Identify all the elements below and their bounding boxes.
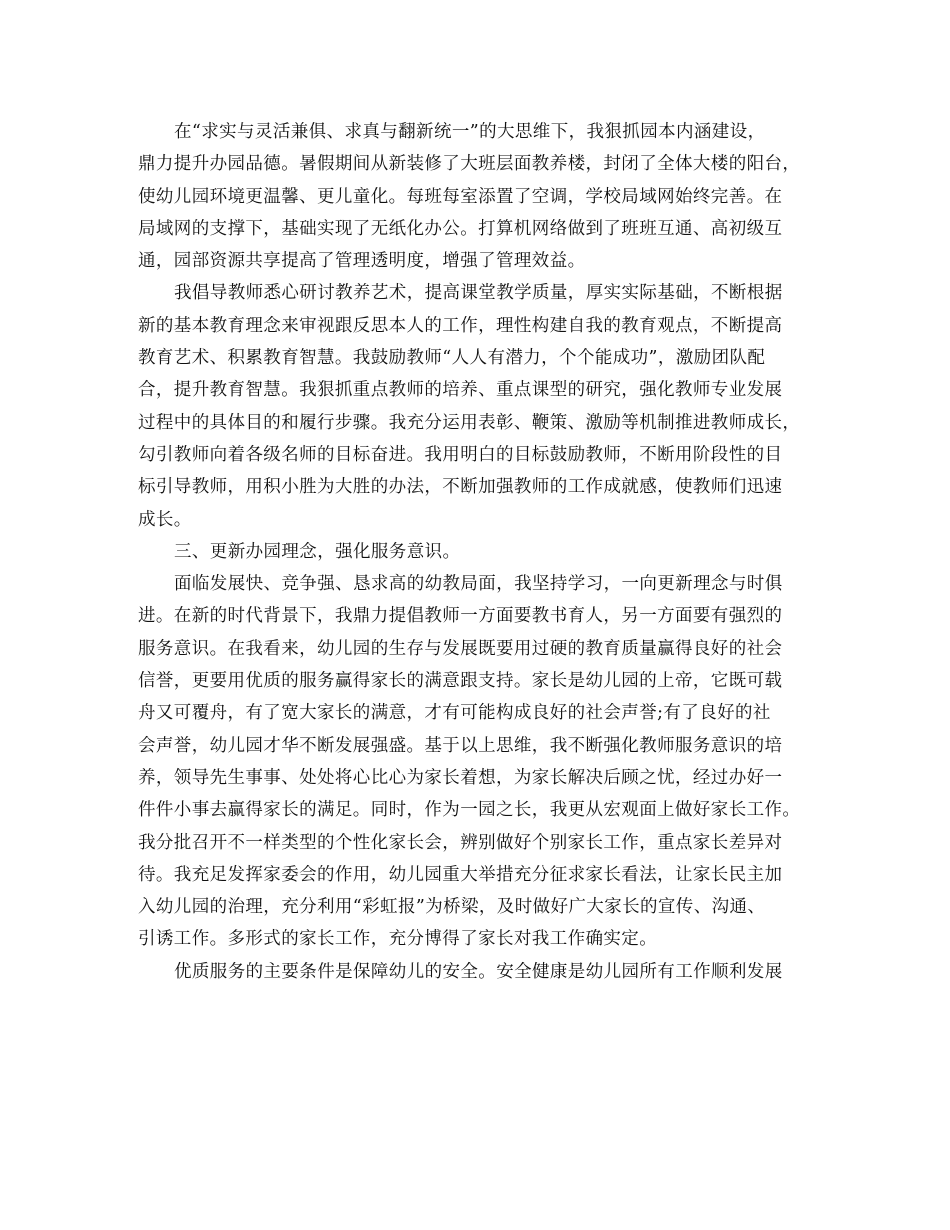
paragraph-line: 新的基本教育理念来审视跟反思本人的工作，理性构建自我的教育观点，不断提高 [138,315,783,336]
paragraph-line: 服务意识。在我看来，幼儿园的生存与发展既要用过硬的教育质量赢得良好的社会 [138,638,783,659]
paragraph-line: 在“求实与灵活兼俱、求真与翻新统一”的大思维下，我狠抓园本内涵建设， [174,122,766,142]
paragraph-line: 局域网的支撑下，基础实现了无纸化办公。打算机网络做到了班班互通、高初级互 [138,218,783,239]
paragraph-line: 合，提升教育智慧。我狠抓重点教师的培养、重点课型的研究，强化教师专业发展 [138,380,783,401]
paragraph-line: 引诱工作。多形式的家长工作，充分博得了家长对我工作确实定。 [138,929,658,950]
paragraph-line: 勾引教师向着各级名师的目标奋进。我用明白的目标鼓励教师，不断用阶段性的目 [138,444,783,465]
paragraph-line: 通，园部资源共享提高了管理透明度，增强了管理效益。 [138,251,586,272]
paragraph-line: 过程中的具体目的和履行步骤。我充分运用表彰、鞭策、激励等机制推进教师成长， [138,412,801,433]
document-body [138,116,820,988]
paragraph-line: 信誉，更要用优质的服务赢得家长的满意跟支持。家长是幼儿园的上帝，它既可载 [138,671,783,692]
paragraph-line: 进。在新的时代背景下，我鼎力提倡教师一方面要教书育人，另一方面要有强烈的 [138,606,783,627]
section-heading: 三、更新办园理念，强化服务意识。 [174,541,461,562]
paragraph-line: 会声誉，幼儿园才华不断发展强盛。基于以上思维，我不断强化教师服务意识的培 [138,735,783,756]
paragraph-line: 优质服务的主要条件是保障幼儿的安全。安全健康是幼儿园所有工作顺利发展 [174,961,783,982]
paragraph-line: 鼎力提升办园品德。暑假期间从新装修了大班层面教养楼，封闭了全体大楼的阳台， [138,154,801,175]
paragraph-line: 我分批召开不一样类型的个性化家长会，辨别做好个别家长工作，重点家长差异对 [138,832,783,853]
paragraph-line: 标引导教师，用积小胜为大胜的办法，不断加强教师的工作成就感，使教师们迅速 [138,477,783,498]
paragraph-line: 入幼儿园的治理，充分利用“彩虹报”为桥梁，及时做好广大家长的宣传、沟通、 [138,897,766,918]
paragraph-line: 件件小事去赢得家长的满足。同时，作为一园之长，我更从宏观面上做好家长工作。 [138,800,801,821]
paragraph-line: 教育艺术、积累教育智慧。我鼓励教师“人人有潜力，个个能成功”，激励团队配 [138,348,766,369]
paragraph-line: 面临发展快、竞争强、恳求高的幼教局面，我坚持学习，一向更新理念与时俱 [174,574,783,595]
paragraph-line: 使幼儿园环境更温馨、更儿童化。每班每室添置了空调，学校局域网始终完善。在 [138,186,783,207]
paragraph-line: 我倡导教师悉心研讨教养艺术，提高课堂教学质量，厚实实际基础，不断根据 [174,283,783,304]
paragraph-line: 成长。 [138,509,192,530]
paragraph-line: 养，领导先生事事、处处将心比心为家长着想，为家长解决后顾之忧，经过办好一 [138,767,783,788]
paragraph-line: 待。我充足发挥家委会的作用，幼儿园重大举措充分征求家长看法，让家长民主加 [138,864,783,885]
paragraph-line: 舟又可覆舟，有了宽大家长的满意，才有可能构成良好的社会声誉;有了良好的社 [138,703,771,724]
